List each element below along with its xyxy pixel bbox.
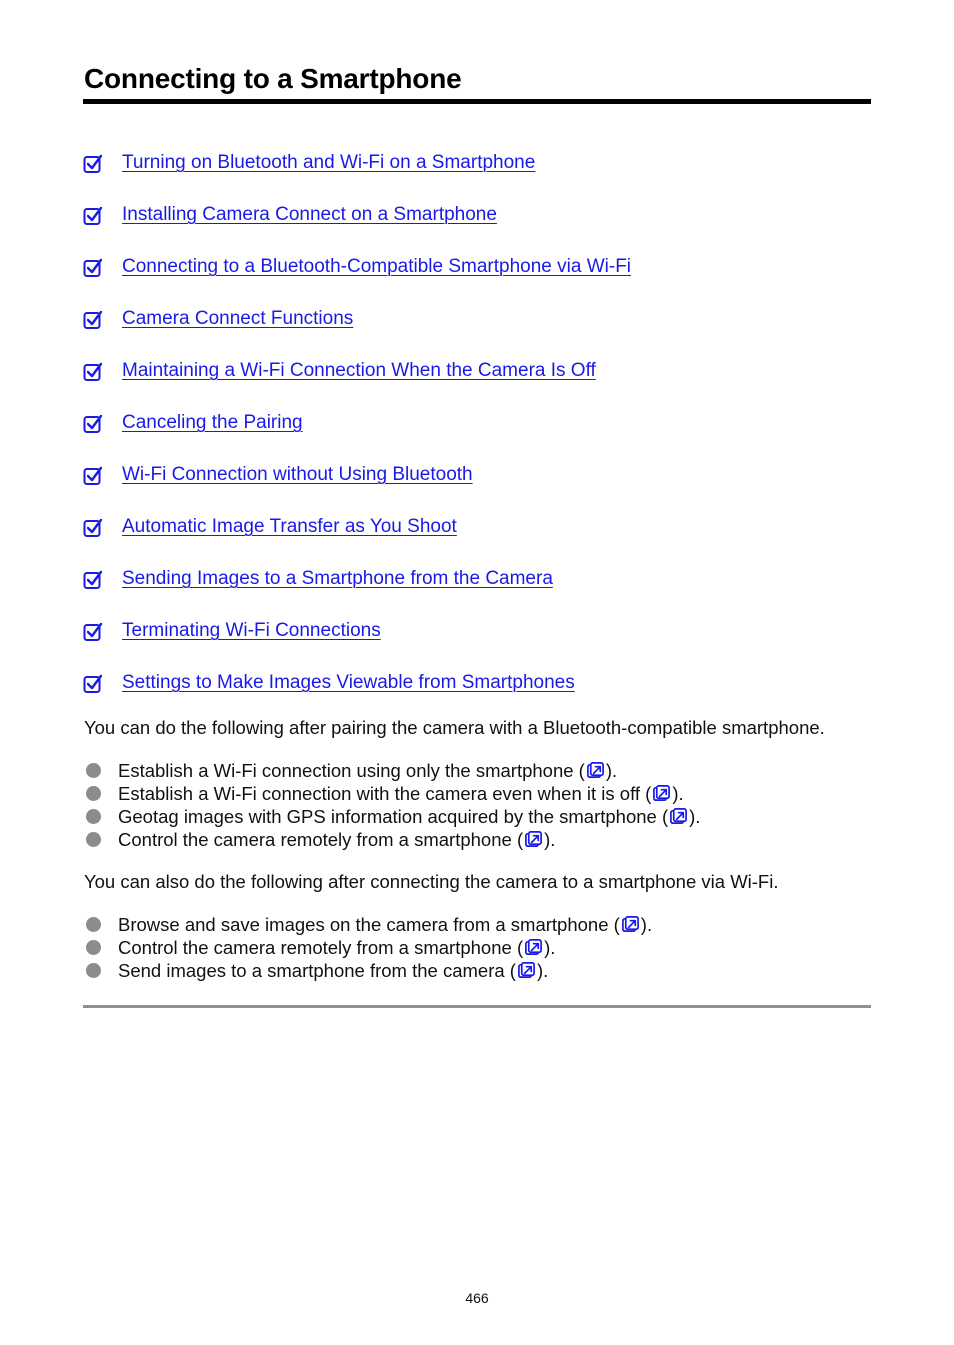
page-number: 466 — [465, 1290, 489, 1306]
list-item-text: Establish a Wi-Fi connection using only the smartphone ( — [118, 759, 585, 781]
bullet-dot — [86, 940, 101, 955]
link-check-icon[interactable] — [83, 258, 103, 278]
section-divider — [83, 1005, 871, 1008]
toc-link[interactable]: Automatic Image Transfer as You Shoot — [122, 516, 457, 537]
bullet-dot — [86, 809, 101, 824]
list-item-text: Geotag images with GPS information acquired by the smartphone ( — [118, 805, 669, 827]
list-item-suffix: ). — [672, 782, 684, 804]
list-item — [86, 805, 700, 828]
toc-item[interactable] — [83, 146, 631, 198]
link-check-icon[interactable] — [83, 206, 103, 226]
toc-link[interactable]: Settings to Make Images Viewable from Smartphones — [122, 672, 575, 693]
link-check-icon[interactable] — [83, 674, 103, 694]
list-item-suffix: ). — [640, 913, 653, 935]
bullet-dot — [86, 786, 101, 801]
link-check-icon[interactable] — [83, 518, 103, 538]
link-check-icon[interactable] — [83, 414, 103, 434]
toc-item[interactable] — [83, 198, 631, 250]
link-check-icon[interactable] — [83, 570, 103, 590]
page-reference-icon[interactable] — [586, 761, 605, 780]
toc-item[interactable] — [83, 510, 631, 562]
page-reference-icon[interactable] — [669, 807, 688, 826]
list-item — [86, 913, 652, 936]
list-item-suffix: ). — [544, 828, 556, 850]
page-title: Connecting to a Smartphone — [84, 63, 462, 94]
list-item — [86, 782, 700, 805]
toc-link[interactable]: Terminating Wi-Fi Connections — [122, 620, 381, 641]
title-rule — [83, 99, 871, 104]
bullet-dot — [86, 763, 101, 778]
list-item — [86, 828, 700, 851]
link-check-icon[interactable] — [83, 310, 103, 330]
toc-link[interactable]: Sending Images to a Smartphone from the Camera — [122, 568, 553, 589]
link-check-icon[interactable] — [83, 362, 103, 382]
intro-paragraph-wifi: You can also do the following after connecting the camera to a smartphone via Wi-Fi. — [84, 871, 779, 892]
feature-list-bluetooth — [86, 759, 700, 851]
list-item — [86, 759, 700, 782]
list-item-text: Control the camera remotely from a smartphone ( — [118, 936, 524, 958]
toc-link[interactable]: Canceling the Pairing — [122, 412, 303, 433]
toc-item[interactable] — [83, 250, 631, 302]
list-item-text: Control the camera remotely from a smartphone ( — [118, 828, 524, 850]
list-item-suffix: ). — [689, 805, 701, 827]
toc-link[interactable]: Maintaining a Wi-Fi Connection When the Camera Is Off — [122, 360, 596, 381]
list-item-text: Send images to a smartphone from the camera ( — [118, 959, 516, 981]
toc-link[interactable]: Camera Connect Functions — [122, 308, 354, 329]
list-item-text: Browse and save images on the camera from a smartphone ( — [118, 913, 620, 935]
toc-item[interactable] — [83, 458, 631, 510]
list-item-suffix: ). — [544, 936, 556, 958]
list-item-text: Establish a Wi-Fi connection with the camera even when it is off ( — [118, 782, 652, 804]
page-reference-icon[interactable] — [524, 938, 543, 957]
toc-link[interactable]: Wi-Fi Connection without Using Bluetooth — [122, 464, 473, 485]
toc-link[interactable]: Installing Camera Connect on a Smartphone — [122, 204, 497, 225]
toc-item[interactable] — [83, 302, 631, 354]
page-reference-icon[interactable] — [621, 915, 640, 934]
toc-item[interactable] — [83, 354, 631, 406]
toc-item[interactable] — [83, 406, 631, 458]
list-item — [86, 959, 652, 982]
bullet-dot — [86, 917, 101, 932]
list-item — [86, 936, 652, 959]
toc-item[interactable] — [83, 562, 631, 614]
list-item-suffix: ). — [605, 759, 618, 781]
link-check-icon[interactable] — [83, 622, 103, 642]
toc-item[interactable] — [83, 666, 631, 718]
toc-link[interactable]: Turning on Bluetooth and Wi-Fi on a Smartphone — [122, 152, 536, 173]
bullet-dot — [86, 963, 101, 978]
feature-list-wifi — [86, 913, 652, 982]
toc-link[interactable]: Connecting to a Bluetooth-Compatible Smartphone via Wi-Fi — [122, 256, 632, 277]
link-check-icon[interactable] — [83, 466, 103, 486]
intro-paragraph-pairing: You can do the following after pairing the camera with a Bluetooth-compatible smartphone. — [84, 717, 825, 738]
toc-item[interactable] — [83, 614, 631, 666]
list-item-suffix: ). — [536, 959, 549, 981]
page-reference-icon[interactable] — [524, 830, 543, 849]
page-reference-icon[interactable] — [652, 784, 671, 803]
toc-list — [83, 146, 631, 718]
page-reference-icon[interactable] — [517, 961, 536, 980]
link-check-icon[interactable] — [83, 154, 103, 174]
bullet-dot — [86, 832, 101, 847]
